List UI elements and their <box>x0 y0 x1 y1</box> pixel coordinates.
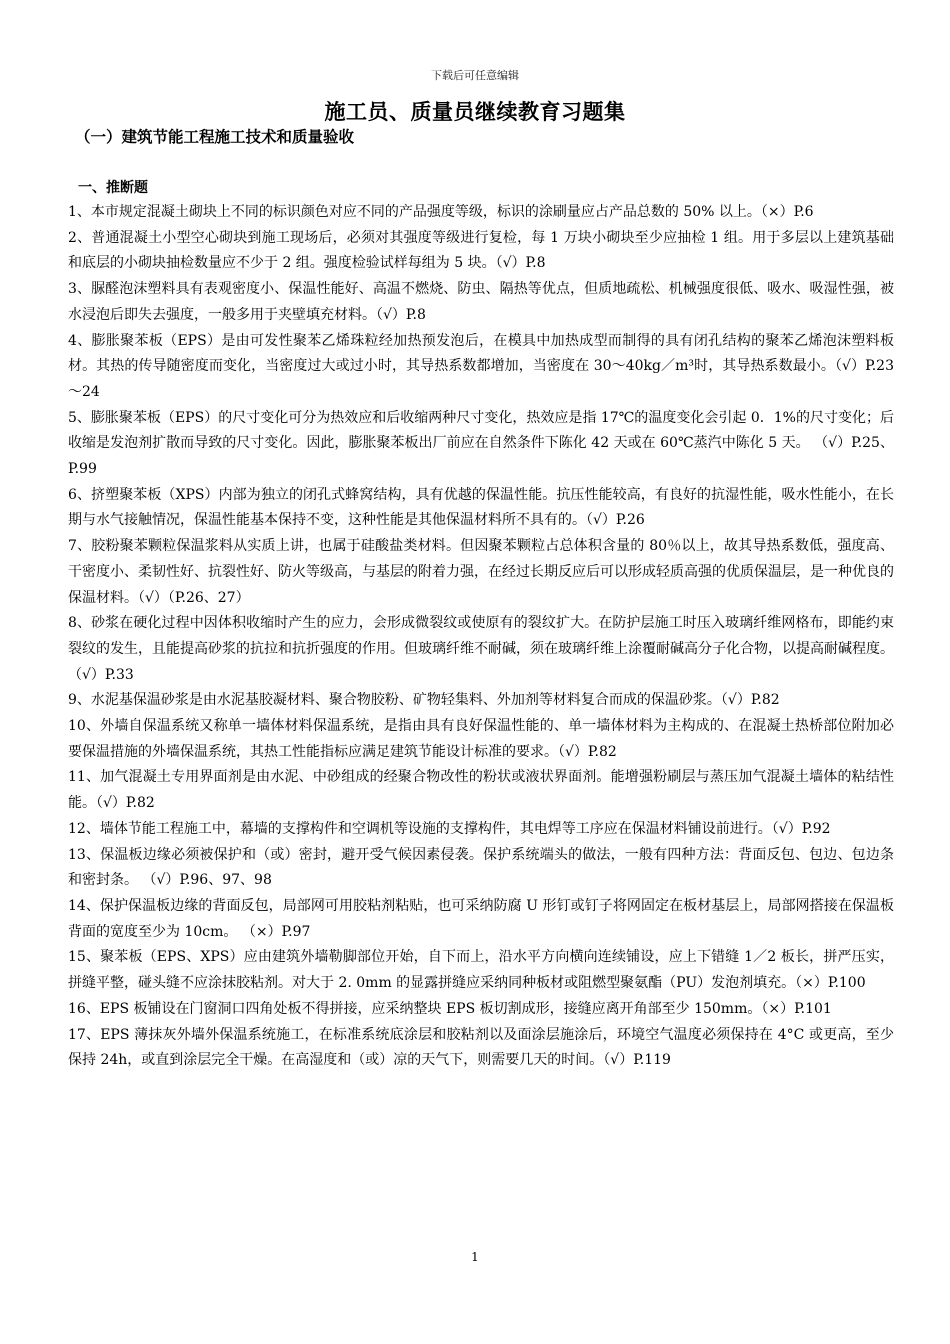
question-item-16: 16、EPS 板铺设在门窗洞口四角处板不得拼接，应采纳整块 EPS 板切割成形，接缝应离开角部至少 150mm。（×）P.101 <box>68 1000 832 1017</box>
question-item-14: 14、保护保温板边缘的背面反包，局部网可用胶粘剂粘贴，也可采纳防腐 U 形钉或钉子将网固定在板材基层上，局部网搭接在保温板背面的宽度至少为 10cm。 （×）P.97 <box>68 897 894 940</box>
question-list <box>68 200 894 1074</box>
page-number: 1 <box>471 1250 479 1264</box>
question-item-17: 17、EPS 薄抹灰外墙外保温系统施工，在标准系统底涂层和胶粘剂以及面涂层施涂后，环境空气温度必须保持在 4°C 或更高，至少保持 24h，或直到涂层完全干燥。在高湿度和（或）凉的天气下，则需要几天的时间。（√）P.119 <box>68 1026 894 1069</box>
question-item-3: 3、脲醛泡沫塑料具有表观密度小、保温性能好、高温不燃烧、防虫、隔热等优点，但质地疏松、机械强度很低、吸水、吸湿性强，被水浸泡后即失去强度，一般多用于夹壁填充材料。（√）P.8 <box>68 281 894 323</box>
question-item-15: 15、聚苯板（EPS、XPS）应由建筑外墙勒脚部位开始，自下而上，沿水平方向横向连续铺设，应上下错缝 1／2 板长，拼严压实，拼缝平整，碰头缝不应涂抹胶粘剂。对大于 2. 0mm 的显露拼缝应采纳同种板材或阻燃型聚氨酯（PU）发泡剂填充。（×）P.100 <box>68 949 894 992</box>
question-item-12: 12、墙体节能工程施工中，幕墙的支撑构件和空调机等设施的支撑构件，其电焊等工序应在保温材料铺设前进行。（√）P.92 <box>68 820 831 837</box>
question-item-5: 5、膨胀聚苯板（EPS）的尺寸变化可分为热效应和后收缩两种尺寸变化，热效应是指 17℃的温度变化会引起 0．1%的尺寸变化；后收缩是发泡剂扩散而导致的尺寸变化。因此，膨胀聚苯板出厂前应在自然条件下陈化 42 天或在 60℃蒸汽中陈化 5 天。 （√）P.25、P.99 <box>68 409 894 478</box>
document-subtitle: （一）建筑节能工程施工技术和质量验收 <box>75 128 355 146</box>
question-item-1: 1、本市规定混凝土砌块上不同的标识颜色对应不同的产品强度等级，标识的涂刷量应占产品总数的 50% 以上。（×）P.6 <box>68 204 814 220</box>
question-item-4: 4、膨胀聚苯板（EPS）是由可发性聚苯乙烯珠粒经加热预发泡后，在模具中加热成型而制得的具有闭孔结构的聚苯乙烯泡沫塑料板材。其热的传导随密度而变化，当密度过大或过小时，其导热系数都增加，当密度在 30～40kg／m³时，其导热系数最小。（√）P.23～24 <box>68 332 894 400</box>
question-item-8: 8、砂浆在硬化过程中因体积收缩时产生的应力，会形成微裂纹或使原有的裂纹扩大。在防护层施工时压入玻璃纤维网格布，即能约束裂纹的发生，且能提高砂浆的抗拉和抗折强度的作用。但玻璃纤维不耐碱，须在玻璃纤维上涂覆耐碱高分子化合物，以提高耐碱程度。 （√）P.33 <box>68 615 894 683</box>
question-item-10: 10、外墙自保温系统又称单一墙体材料保温系统，是指由具有良好保温性能的、单一墙体材料为主构成的、在混凝土热桥部位附加必要保温措施的外墙保温系统，其热工性能指标应满足建筑节能设计标准的要求。（√）P.82 <box>68 718 894 760</box>
document-title: 施工员、质量员继续教育习题集 <box>324 100 626 124</box>
header-watermark: 下载后可任意编辑 <box>431 69 519 82</box>
question-item-7: 7、胶粉聚苯颗粒保温浆料从实质上讲，也属于硅酸盐类材料。但因聚苯颗粒占总体积含量的 80％以上，故其导热系数低，强度高、干密度小、柔韧性好、抗裂性好、防火等级高，与基层的附着力强，在经过长期反应后可以形成轻质高强的优质保温层，是一种优良的保温材料。（√）（P.26、27） <box>68 538 894 606</box>
question-item-9: 9、水泥基保温砂浆是由水泥基胶凝材料、聚合物胶粉、矿物轻集料、外加剂等材料复合而成的保温砂浆。（√）P.82 <box>68 692 780 709</box>
question-item-11: 11、加气混凝土专用界面剂是由水泥、中砂组成的经聚合物改性的粉状或液状界面剂。能增强粉刷层与蒸压加气混凝土墙体的粘结性能。（√）P.82 <box>68 769 894 812</box>
question-item-13: 13、保温板边缘必须被保护和（或）密封，避开受气候因素侵袭。保护系统端头的做法，一般有四种方法：背面反包、包边、包边条和密封条。 （√）P.96、97、98 <box>68 846 894 889</box>
question-item-6: 6、挤塑聚苯板（XPS）内部为独立的闭孔式蜂窝结构，具有优越的保温性能。抗压性能较高，有良好的抗湿性能，吸水性能小，在长期与水气接触情况，保温性能基本保持不变，这种性能是其他保温材料所不具有的。（√）P.26 <box>68 486 894 529</box>
section-heading: 一、推断题 <box>78 180 148 196</box>
question-item-2: 2、普通混凝土小型空心砌块到施工现场后，必须对其强度等级进行复检，每 1 万块小砌块至少应抽检 1 组。用于多层以上建筑基础和底层的小砌块抽检数量应不少于 2 组。强度检验试样每组为 5 块。（√）P.8 <box>68 229 894 272</box>
